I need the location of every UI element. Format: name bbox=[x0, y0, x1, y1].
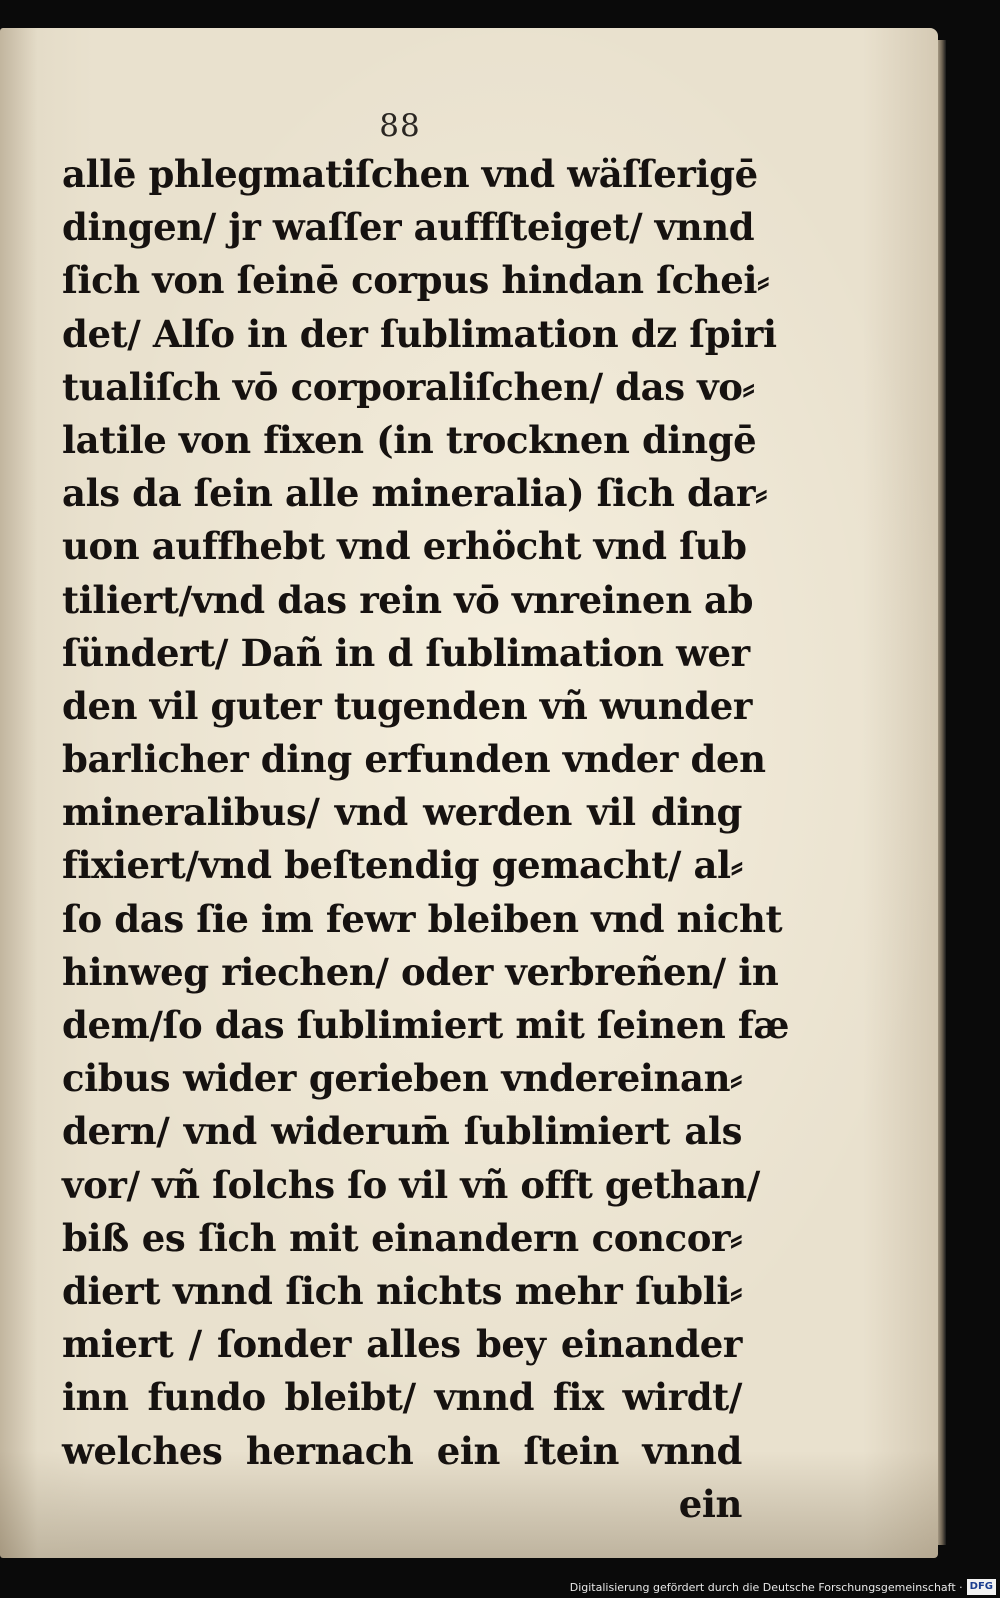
text-line: tualiſch vō corporaliſchen/ das vo⸗ bbox=[62, 364, 755, 409]
text-line: vor/ vñ ſolchs ſo vil vñ offt gethan/ bbox=[62, 1162, 760, 1207]
catchword: ein bbox=[678, 1481, 742, 1526]
text-line: barlicher ding erfunden vnder den bbox=[62, 737, 766, 782]
text-line: miert / ſonder alles bey einander bbox=[62, 1322, 742, 1367]
text-line: den vil guter tugenden vñ wunder bbox=[62, 683, 753, 728]
credit-text: Digitalisierung gefördert durch die Deutsche Forschungsgemeinschaft · bbox=[569, 1580, 963, 1594]
text-line: welches hernach ein ſtein vnnd bbox=[62, 1428, 742, 1473]
text-line: det/ Alſo in der ſublimation dz ſpiri bbox=[62, 311, 777, 356]
text-line: biß es ſich mit einandern concor⸗ bbox=[62, 1215, 742, 1260]
text-line: dem/ſo das ſublimiert mit ſeinen fæ bbox=[62, 1003, 790, 1047]
text-line: ſo das ſie im fewr bleiben vnd nicht bbox=[62, 896, 783, 941]
text-line: als da ſein alle mineralia) ſich dar⸗ bbox=[62, 471, 768, 516]
page-text bbox=[62, 148, 790, 1531]
text-line: dern/ vnd widerum̄ ſublimiert als bbox=[62, 1109, 742, 1154]
digitization-credit bbox=[570, 1576, 996, 1598]
text-line: fixiert/vnd beſtendig gemacht/ al⸗ bbox=[62, 843, 743, 888]
text-line: ſündert/ Dañ in d ſublimation wer bbox=[62, 630, 750, 675]
text-line: latile von fixen (in trocknen dingē bbox=[62, 417, 757, 462]
text-line: allē phlegmatiſchen vnd wäſſerigē bbox=[62, 152, 758, 196]
text-line: inn fundo bleibt/ vnnd fix wirdt/ bbox=[62, 1375, 742, 1420]
text-line: dingen/ jr waſſer auffſteiget/ vnnd bbox=[62, 205, 755, 250]
text-line: tiliert/vnd das rein vō vnreinen ab bbox=[62, 577, 754, 622]
text-line: hinweg riechen/ oder verbreñen/ in bbox=[62, 949, 779, 994]
text-line: diert vnnd ſich nichts mehr ſubli⸗ bbox=[62, 1268, 742, 1313]
text-line: ſich von ſeinē corpus hindan ſchei⸗ bbox=[62, 258, 770, 303]
dfg-logo: DFG bbox=[967, 1579, 996, 1595]
text-line: cibus wider gerieben vndereinan⸗ bbox=[62, 1056, 742, 1101]
text-line: mineralibus/ vnd werden vil ding bbox=[62, 790, 742, 835]
page-number: 88 bbox=[379, 108, 421, 144]
text-line: uon auffhebt vnd erhöcht vnd ſub bbox=[62, 524, 747, 569]
